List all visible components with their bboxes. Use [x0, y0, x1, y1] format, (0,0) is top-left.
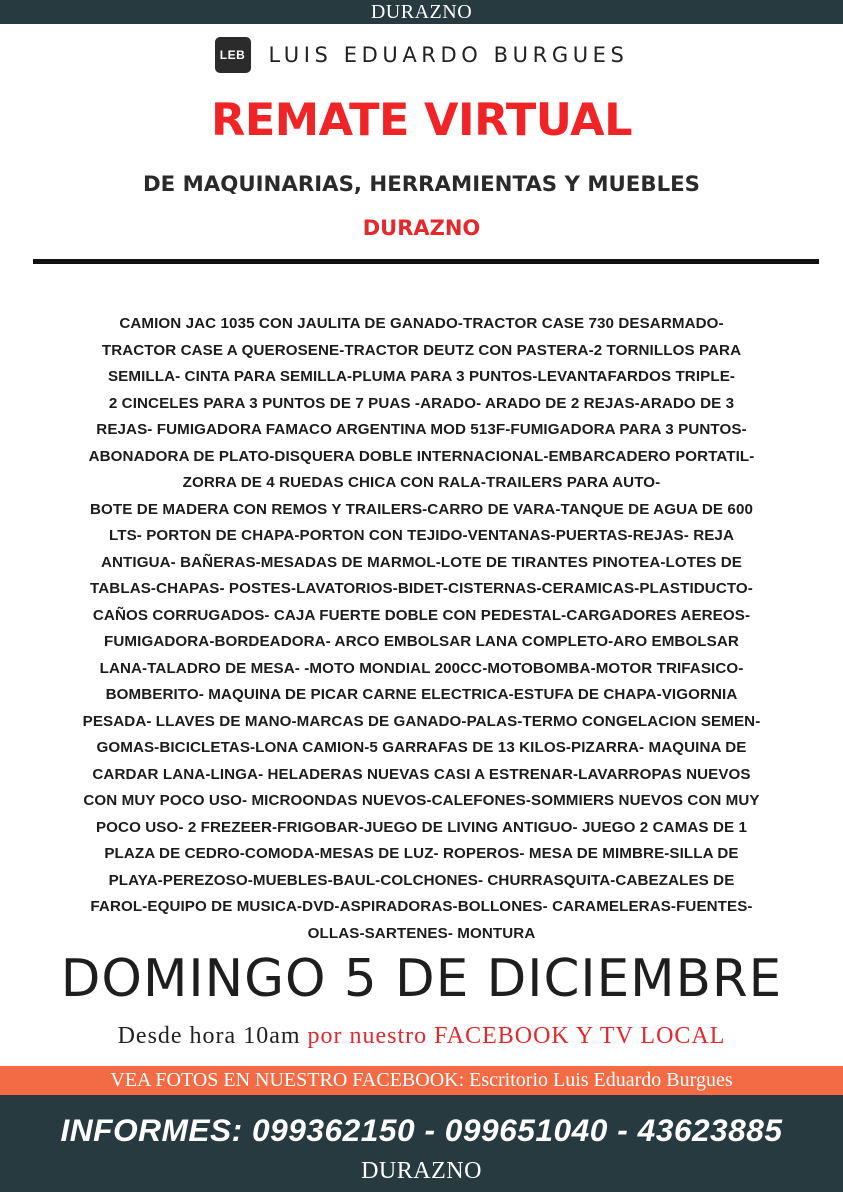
brand-name: LUIS EDUARDO BURGUES	[268, 43, 629, 67]
title-city: DURAZNO	[362, 216, 481, 240]
item-line: PLAYA-PEREZOSO-MUEBLES-BAUL-COLCHONES- CHURRASQUITA-CABEZALES DE	[108, 871, 735, 889]
item-line: PLAZA DE CEDRO-COMODA-MESAS DE LUZ- ROPEROS- MESA DE MIMBRE-SILLA DE	[104, 845, 739, 862]
item-line: CON MUY POCO USO- MICROONDAS NUEVOS-CALEFONES-SOMMIERS NUEVOS CON MUY	[83, 792, 760, 809]
item-line: FAROL-EQUIPO DE MUSICA-DVD-ASPIRADORAS-BOLLONES- CARAMELERAS-FUENTES-	[90, 898, 753, 915]
item-line: OLLAS-SARTENES- MONTURA	[307, 924, 536, 942]
main-title: REMATE VIRTUAL	[211, 94, 632, 146]
item-line: TABLAS-CHAPAS- POSTES-LAVATORIOS-BIDET-CISTERNAS-CERAMICAS-PLASTIDUCTO-	[90, 580, 753, 597]
item-line: GOMAS-BICICLETAS-LONA CAMION-5 GARRAFAS DE 13 KILOS-PIZARRA- MAQUINA DE	[96, 739, 747, 756]
items-list	[0, 311, 843, 947]
item-line: REJAS- FUMIGADORA FAMACO ARGENTINA MOD 513F-FUMIGADORA PARA 3 PUNTOS-	[96, 421, 747, 438]
item-line: PESADA- LLAVES DE MANO-MARCAS DE GANADO-PALAS-TERMO CONGELACION SEMEN-	[82, 712, 761, 730]
item-line: ABONADORA DE PLATO-DISQUERA DOBLE INTERNACIONAL-EMBARCADERO PORTATIL-	[88, 447, 755, 465]
item-line: LANA-TALADRO DE MESA- -MOTO MONDIAL 200CC-MOTOBOMBA-MOTOR TRIFASICO-	[99, 659, 744, 677]
schedule-channels: por nuestro FACEBOOK Y TV LOCAL	[307, 1023, 726, 1049]
contact-phones: INFORMES: 099362150 - 099651040 - 43623885	[60, 1112, 783, 1148]
item-line: ZORRA DE 4 RUEDAS CHICA CON RALA-TRAILERS PARA AUTO-	[182, 474, 661, 491]
schedule-time: Desde hora 10am	[117, 1023, 301, 1049]
item-line: POCO USO- 2 FREZEER-FRIGOBAR-JUEGO DE LIVING ANTIGUO- JUEGO 2 CAMAS DE 1	[95, 818, 748, 836]
logo-text: LEB	[219, 48, 246, 62]
item-line: LTS- PORTON DE CHAPA-PORTON CON TEJIDO-VENTANAS-PUERTAS-REJAS- REJA	[109, 527, 734, 544]
item-line: CAÑOS CORRUGADOS- CAJA FUERTE DOBLE CON PEDESTAL-CARGADORES AEREOS-	[92, 606, 751, 624]
facebook-note: VEA FOTOS EN NUESTRO FACEBOOK: Escritorio Luis Eduardo Burgues	[110, 1069, 733, 1091]
item-line: FUMIGADORA-BORDEADORA- ARCO EMBOLSAR LANA COMPLETO-ARO EMBOLSAR	[104, 633, 739, 650]
subtitle: DE MAQUINARIAS, HERRAMIENTAS Y MUEBLES	[143, 172, 700, 197]
header-city-band	[0, 0, 843, 24]
brand	[0, 36, 843, 74]
event-schedule	[0, 1019, 843, 1053]
item-line: CARDAR LANA-LINGA- HELADERAS NUEVAS CASI A ESTRENAR-LAVARROPAS NUEVOS	[92, 765, 751, 783]
item-line: 2 CINCELES PARA 3 PUNTOS DE 7 PUAS -ARADO- ARADO DE 2 REJAS-ARADO DE 3	[108, 394, 735, 412]
leb-logo	[215, 37, 251, 73]
item-line: TRACTOR CASE A QUEROSENE-TRACTOR DEUTZ CON PASTERA-2 TORNILLOS PARA	[101, 341, 742, 359]
item-line: CAMION JAC 1035 CON JAULITA DE GANADO-TRACTOR CASE 730 DESARMADO-	[119, 315, 724, 332]
item-line: BOTE DE MADERA CON REMOS Y TRAILERS-CARRO DE VARA-TANQUE DE AGUA DE 600	[90, 500, 753, 518]
item-line: SEMILLA- CINTA PARA SEMILLA-PLUMA PARA 3 PUNTOS-LEVANTAFARDOS TRIPLE-	[107, 368, 736, 385]
header-city: DURAZNO	[370, 1, 473, 23]
event-date: DOMINGO 5 DE DICIEMBRE	[60, 949, 783, 1009]
facebook-note-band	[0, 1066, 843, 1095]
item-line: ANTIGUA- BAÑERAS-MESADAS DE MARMOL-LOTE DE TIRANTES PINOTEA-LOTES DE	[100, 553, 743, 571]
footer-city: DURAZNO	[361, 1158, 482, 1184]
divider	[33, 259, 819, 264]
item-line: BOMBERITO- MAQUINA DE PICAR CARNE ELECTRICA-ESTUFA DE CHAPA-VIGORNIA	[105, 686, 738, 703]
